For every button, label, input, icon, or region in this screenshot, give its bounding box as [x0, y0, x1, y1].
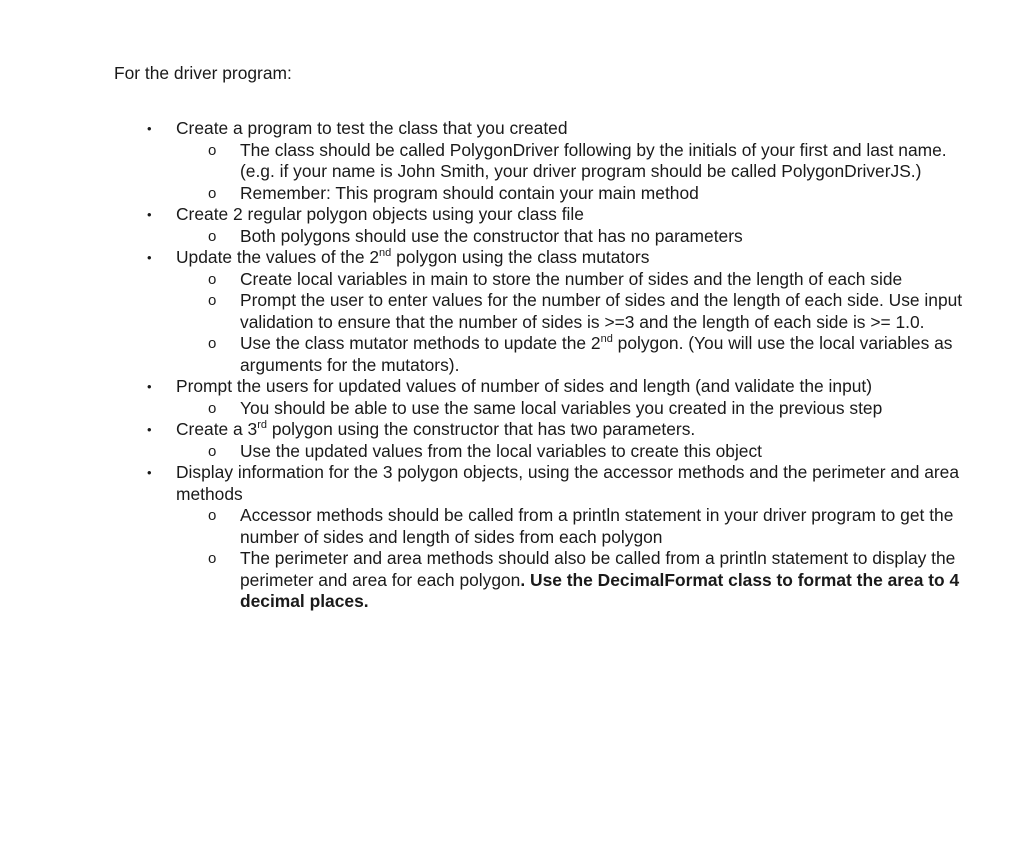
- list-item: [114, 247, 974, 376]
- circle-bullet-icon: o: [208, 507, 217, 524]
- sub-list-item-text: [240, 548, 959, 611]
- list-item: [114, 118, 974, 204]
- bullet-icon: •: [147, 465, 152, 480]
- circle-bullet-icon: o: [208, 270, 217, 288]
- instruction-list: [114, 118, 974, 613]
- ordinal-suffix: nd: [379, 247, 392, 260]
- circle-bullet-icon: o: [208, 399, 217, 417]
- sub-list-item: [176, 290, 974, 333]
- bold-text-segment: . Use the DecimalFormat class to format the area to 4 decimal places.: [240, 569, 960, 611]
- sub-list: [176, 398, 974, 420]
- text-segment: polygon. (You will use the local variables as arguments for the mutators).: [240, 333, 953, 375]
- bullet-icon: •: [147, 422, 152, 437]
- sub-list: [176, 441, 974, 463]
- sub-list-item: [176, 398, 974, 420]
- bullet-icon: •: [147, 379, 152, 394]
- list-item-text: Create a program to test the class that you created: [176, 118, 568, 138]
- sub-list-item: [176, 140, 974, 183]
- list-item-text: Create 2 regular polygon objects using your class file: [176, 204, 584, 224]
- ordinal-suffix: rd: [257, 419, 267, 432]
- list-item-text: [176, 419, 695, 439]
- sub-list-item-text: Remember: This program should contain your main method: [240, 182, 699, 203]
- bullet-icon: •: [147, 207, 152, 222]
- section-heading: For the driver program:: [114, 63, 292, 83]
- text-segment: Use the class mutator methods to update the 2: [240, 333, 601, 353]
- circle-bullet-icon: o: [208, 442, 217, 460]
- sub-list-item: [176, 505, 974, 548]
- sub-list: [176, 269, 974, 377]
- ordinal-suffix: nd: [600, 333, 613, 346]
- sub-list-item: [176, 269, 974, 291]
- list-item-text: Prompt the users for updated values of number of sides and length (and validate the input): [176, 376, 873, 396]
- sub-list-item-text: Both polygons should use the constructor that has no parameters: [240, 225, 743, 246]
- sub-list-item: [176, 441, 974, 463]
- list-item: [114, 204, 974, 247]
- sub-list-item-text: Prompt the user to enter values for the number of sides and the length of each side. Use input validation to ensure that the number of sides is >=3 and the length of each side is >= 1.0.: [240, 290, 963, 332]
- circle-bullet-icon: o: [208, 550, 217, 567]
- sub-list: [176, 140, 974, 205]
- list-item-text: [176, 247, 649, 267]
- sub-list-item-text: Use the updated values from the local variables to create this object: [240, 440, 763, 461]
- text-segment: The perimeter and area methods should also be called from a println statement to display the perimeter and area for each polygon: [240, 548, 956, 590]
- text-segment: polygon using the class mutators: [391, 247, 650, 267]
- circle-bullet-icon: o: [208, 227, 217, 245]
- bullet-icon: •: [147, 250, 152, 265]
- sub-list: [176, 226, 974, 248]
- sub-list-item-text: Accessor methods should be called from a println statement in your driver program to get the number of sides and length of sides from each polygon: [240, 505, 954, 547]
- text-segment: polygon using the constructor that has two parameters.: [267, 419, 696, 439]
- circle-bullet-icon: o: [208, 335, 217, 352]
- sub-list-item: [176, 333, 974, 376]
- text-segment: Create a 3: [176, 419, 258, 439]
- circle-bullet-icon: o: [208, 141, 217, 159]
- sub-list-item: [176, 548, 974, 613]
- circle-bullet-icon: o: [208, 292, 217, 309]
- bullet-icon: •: [147, 121, 152, 136]
- sub-list: [176, 505, 974, 613]
- list-item: [114, 419, 974, 462]
- document-body: [114, 63, 974, 613]
- sub-list-item: [176, 226, 974, 248]
- sub-list-item-text: The class should be called PolygonDriver following by the initials of your first and last name. (e.g. if your name is John Smith, your driver program should be called PolygonDriverJS.): [240, 139, 947, 181]
- sub-list-item-text: Create local variables in main to store the number of sides and the length of each side: [240, 268, 903, 289]
- list-item: [114, 376, 974, 419]
- sub-list-item: [176, 183, 974, 205]
- list-item: [114, 462, 974, 613]
- sub-list-item-text: [240, 333, 952, 375]
- text-segment: Update the values of the 2: [176, 247, 380, 267]
- circle-bullet-icon: o: [208, 184, 217, 202]
- sub-list-item-text: You should be able to use the same local variables you created in the previous step: [240, 397, 883, 418]
- list-item-text: Display information for the 3 polygon objects, using the accessor methods and the perimeter and area methods: [176, 462, 960, 504]
